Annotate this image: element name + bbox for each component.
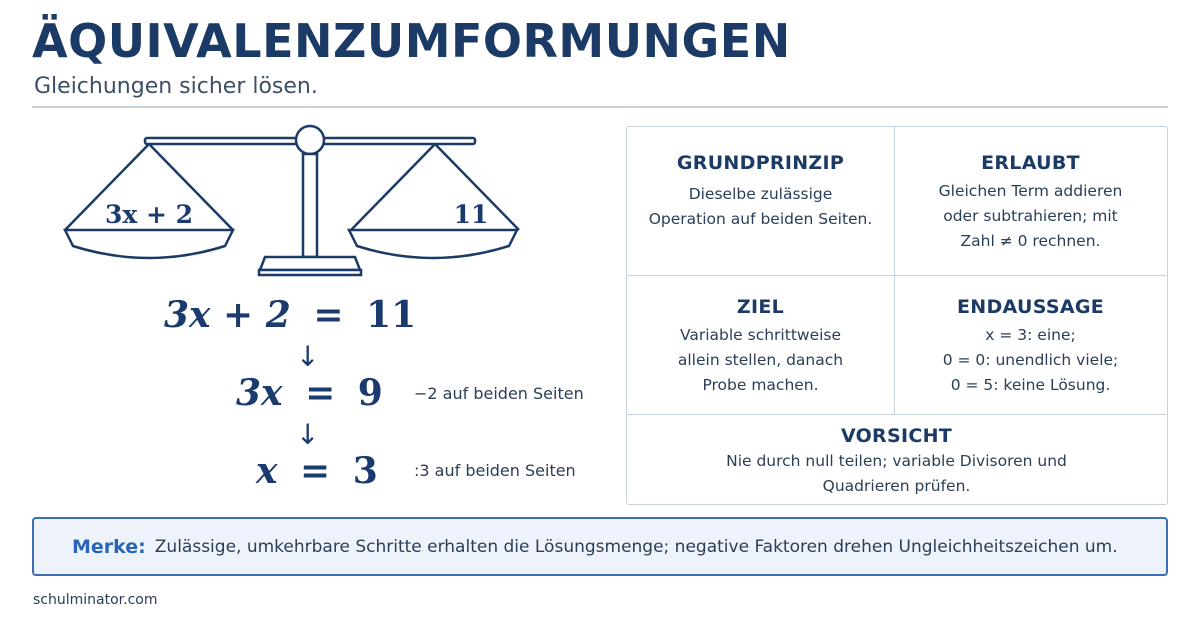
page-subtitle: Gleichungen sicher lösen. xyxy=(34,74,318,99)
card-title: VORSICHT xyxy=(840,425,953,447)
merke-text: Zulässige, umkehrbare Schritte erhalten die Lösungsmenge; negative Faktoren drehen Ungleichheitszeichen um. xyxy=(154,536,1118,557)
card-title: ERLAUBT xyxy=(981,152,1080,174)
card-line: allein stellen, danach xyxy=(677,351,844,369)
equation-step-3 xyxy=(256,450,378,492)
card-line: Probe machen. xyxy=(702,376,819,394)
card-ziel xyxy=(627,276,895,415)
merke-label: Merke: xyxy=(72,535,146,558)
card-vorsicht xyxy=(627,415,1166,503)
info-grid xyxy=(626,126,1168,505)
step-1-equals: = xyxy=(313,294,344,336)
card-line: oder subtrahieren; mit xyxy=(943,207,1118,225)
header-divider xyxy=(32,106,1168,108)
down-arrow-icon: ↓ xyxy=(296,340,320,373)
step-3-equals: = xyxy=(300,450,331,492)
card-line: Variable schrittweise xyxy=(679,326,842,344)
step-2-note: −2 auf beiden Seiten xyxy=(414,384,584,403)
card-line: Gleichen Term addieren xyxy=(938,182,1123,200)
step-1-rhs: 11 xyxy=(366,294,417,336)
step-1-lhs: 3x + 2 xyxy=(164,294,291,336)
page-title: ÄQUIVALENZUMFORMUNGEN xyxy=(32,14,791,68)
step-3-note: :3 auf beiden Seiten xyxy=(414,461,576,480)
card-erlaubt xyxy=(895,127,1166,276)
card-line: Nie durch null teilen; variable Divisoren und xyxy=(726,452,1067,470)
card-line: Dieselbe zulässige xyxy=(688,185,833,203)
card-endaussage xyxy=(895,276,1166,415)
footer-source: schulminator.com xyxy=(33,592,158,608)
card-line: Zahl ≠ 0 rechnen. xyxy=(960,232,1101,250)
step-3-rhs: 3 xyxy=(352,450,378,492)
step-2-rhs: 9 xyxy=(357,372,383,414)
right-pan-label: 11 xyxy=(453,200,489,229)
card-grundprinzip xyxy=(627,127,895,276)
card-line: Quadrieren prüfen. xyxy=(822,477,971,495)
card-title: ZIEL xyxy=(736,296,785,318)
card-line: 0 = 5: keine Lösung. xyxy=(950,376,1111,394)
balance-scale-icon xyxy=(55,118,489,280)
card-title: ENDAUSSAGE xyxy=(957,296,1104,318)
down-arrow-icon: ↓ xyxy=(296,418,320,451)
equation-step-2 xyxy=(236,372,383,414)
left-pan-label: 3x + 2 xyxy=(104,200,194,229)
equation-step-1 xyxy=(164,294,416,336)
merke-box xyxy=(32,517,1168,576)
step-2-equals: = xyxy=(305,372,336,414)
step-3-lhs: x xyxy=(256,450,278,492)
card-line: Operation auf beiden Seiten. xyxy=(648,210,873,228)
card-line: x = 3: eine; xyxy=(985,326,1076,344)
card-line: 0 = 0: unendlich viele; xyxy=(942,351,1119,369)
card-title: GRUNDPRINZIP xyxy=(676,152,845,174)
step-2-lhs: 3x xyxy=(236,372,283,414)
